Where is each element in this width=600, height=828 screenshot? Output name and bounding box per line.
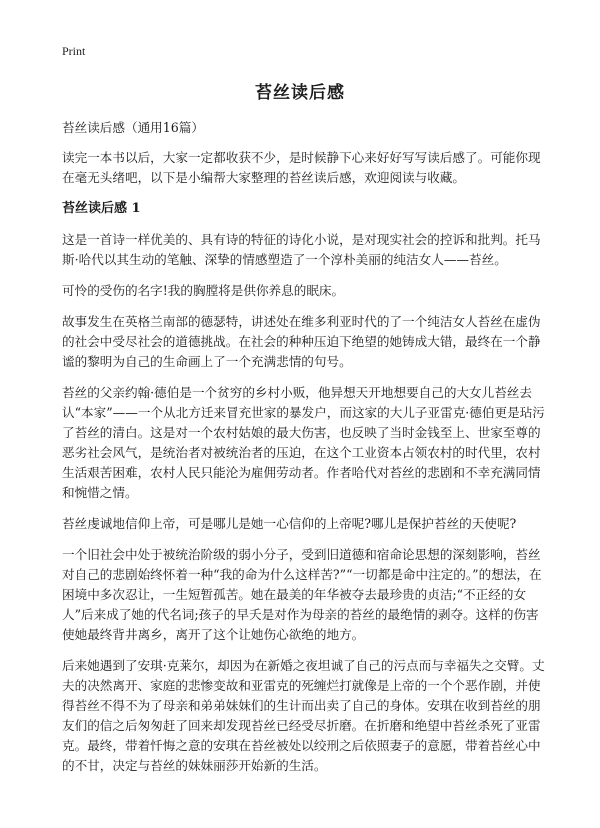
intro-paragraph: 读完一本书以后，大家一定都收获不少，是时候静下心来好好写写读后感了。可能你现在毫无头绪吧，以下是小编帮大家整理的苔丝读后感，欢迎阅读与收藏。 — [62, 150, 541, 185]
body-paragraph-1: 这是一首诗一样优美的、具有诗的特征的诗化小说，是对现实社会的控诉和批判。托马斯·哈代以其生动的笔触、深挚的情感塑造了一个淳朴美丽的纯洁女人——苔丝。 — [62, 232, 541, 267]
body-paragraph-6: 一个旧社会中处于被统治阶级的弱小分子，受到旧道德和宿命论思想的深刻影响，苔丝对自己的悲剧始终怀着一种“我的命为什么这样苦?”“一切都是命中注定的。”的想法，在困境中多次忍让，一生短暂孤苦。她在最美的年华被夺去最珍贵的贞洁;“不正经的女人”后来成了她的代名词;孩子的早夭是对作为母亲的苔丝的最绝情的剥夺。这样的伤害使她最终背井离乡，离开了这个让她伤心欲绝的地方。 — [62, 547, 542, 642]
body-paragraph-7: 后来她遇到了安琪·克莱尔，却因为在新婚之夜坦诚了自己的污点而与幸福失之交臂。丈夫的决然离开、家庭的悲惨变故和亚雷克的死缠烂打就像是上帝的一个个恶作剧，并使得苔丝不得不为了母亲和弟弟妹妹们的生计而出卖了自己的身体。安琪在收到苔丝的朋友们的信之后匆匆赶了回来却发现苔丝已经受尽折磨。在折磨和绝望中苔丝杀死了亚雷克。最终，带着忏悔之意的安琪在苔丝被处以绞刑之后依照妻子的意愿，带着苔丝心中的不甘，决定与苔丝的妹妹丽莎开始新的生活。 — [62, 658, 545, 773]
print-link[interactable]: Print — [62, 44, 86, 58]
section-heading: 苔丝读后感 1 — [62, 201, 141, 216]
page-title: 苔丝读后感 — [255, 83, 345, 103]
article-subtitle: 苔丝读后感（通用16篇） — [62, 120, 204, 135]
body-paragraph-3: 故事发生在英格兰南部的德瑟特，讲述处在维多利亚时代的了一个纯洁女人苔丝在虚伪的社会中受尽社会的道德挑战。在社会的种种压迫下绝望的她铸成大错，最终在一个静谧的黎明为自己的生命画上了一个充满悲情的句号。 — [62, 314, 541, 369]
body-paragraph-4: 苔丝的父亲约翰·德伯是一个贫穷的乡村小贩，他异想天开地想要自己的大女儿苔丝去认“本家”——一个从北方迁来冒充世家的暴发户，而这家的大儿子亚雷克·德伯更是玷污了苔丝的清白。这是对一个农村姑娘的最大伤害，也反映了当时金钱至上、世家至尊的恶劣社会风气，是统治者对被统治者的压迫，在这个工业资本占领农村的时代里，农村生活艰苦困难，农村人民只能沦为雇佣劳动者。作者哈代对苔丝的悲剧和不幸充满同情和惋惜之情。 — [62, 385, 545, 500]
body-paragraph-2: 可怜的受伤的名字!我的胸膛将是供你养息的眠床。 — [62, 283, 345, 298]
article-body — [62, 118, 550, 787]
body-paragraph-5: 苔丝虔诚地信仰上帝，可是哪儿是她一心信仰的上帝呢?哪儿是保护苔丝的天使呢? — [62, 516, 517, 531]
